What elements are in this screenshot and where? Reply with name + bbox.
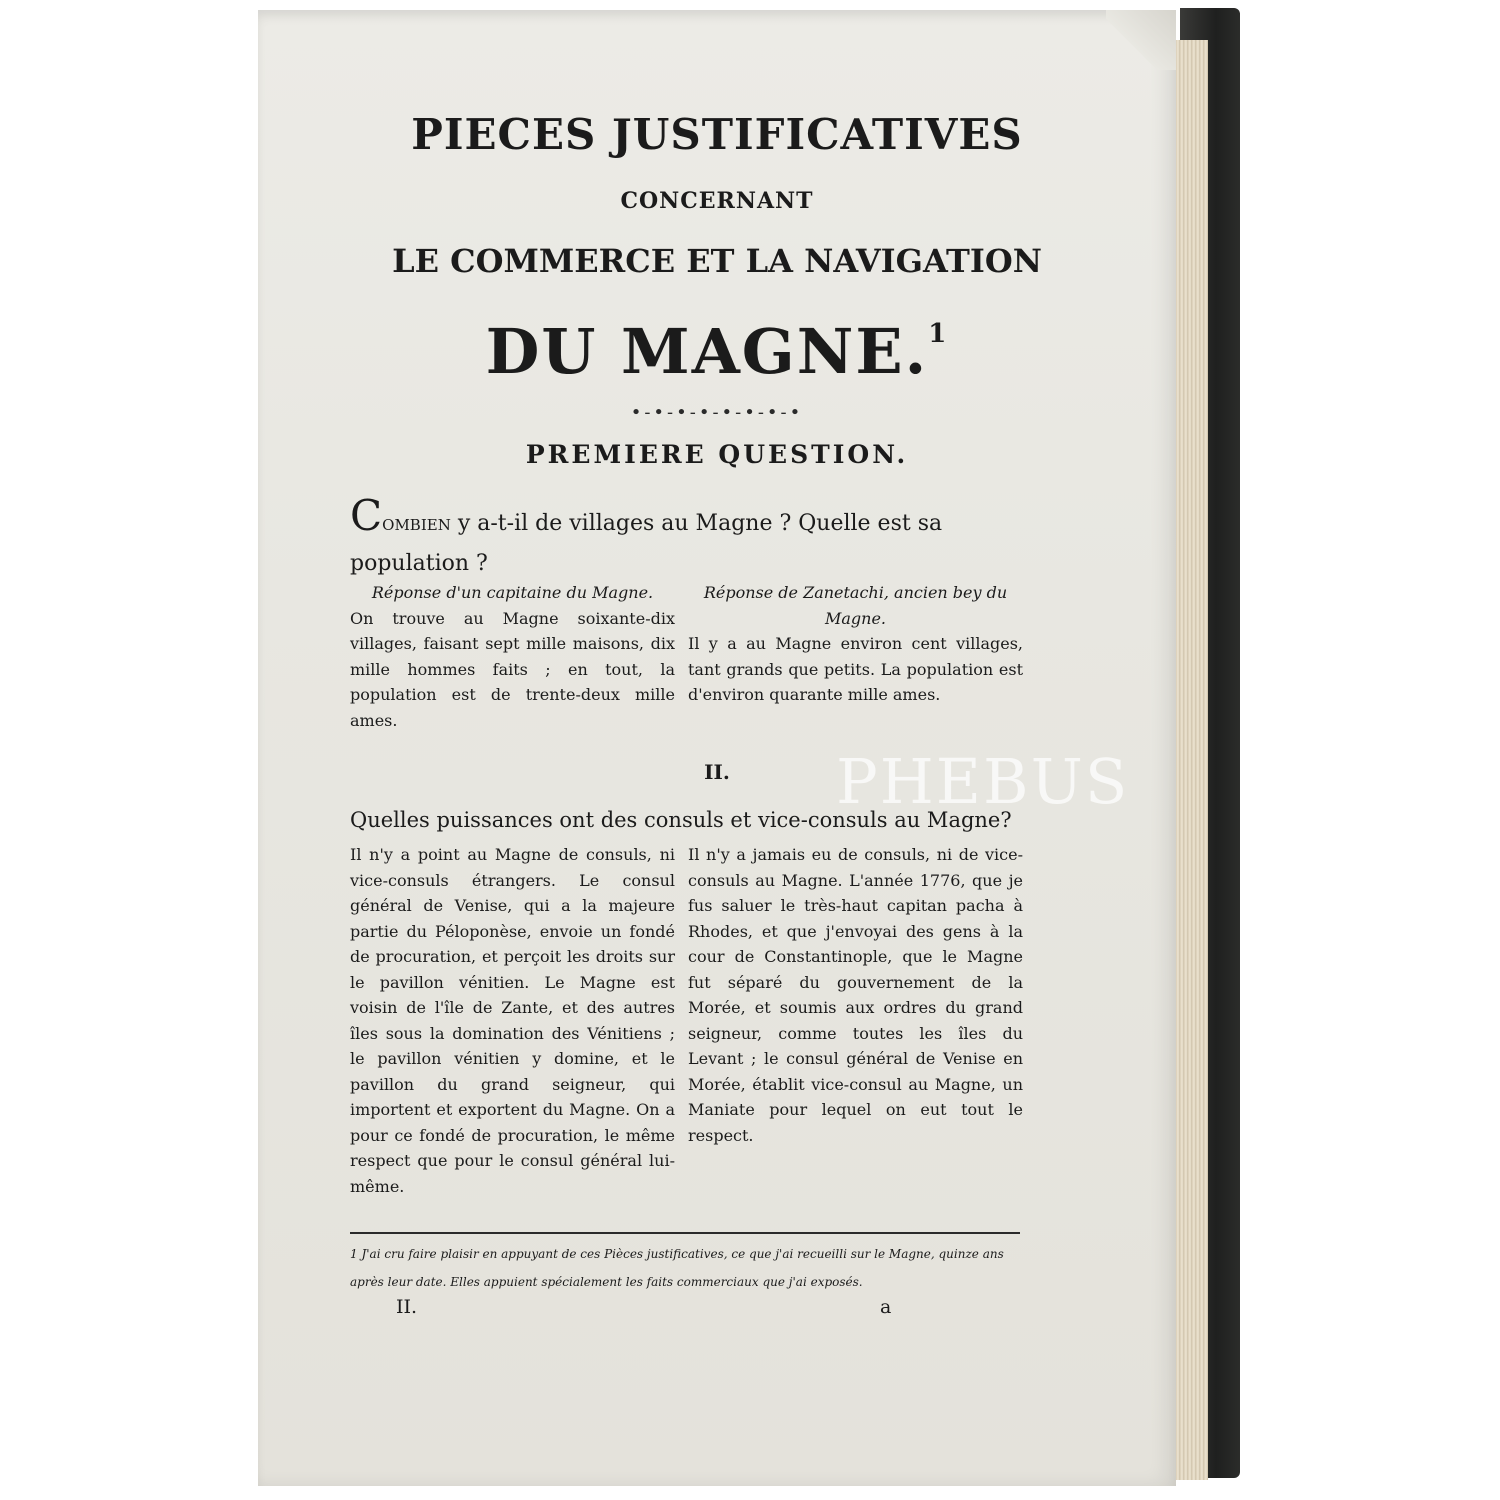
question-1-smallcaps: ombien xyxy=(382,511,451,536)
footnote: 1 J'ai cru faire plaisir en appuyant de ces Pièces justificatives, ce que j'ai recueilli sur le Magne, quinze ans après leur date. Elles appuient spécialement les faits commerciaux que j'ai exposés. xyxy=(350,1247,1004,1289)
title-line-2: CONCERNANT xyxy=(620,188,814,214)
answer-1-left-text: On trouve au Magne soixante-dix villages, faisant sept mille maisons, dix mille hommes faits ; en tout, la population est de trente-deux mille ames. xyxy=(350,608,675,730)
footnote-rule xyxy=(350,1232,1020,1234)
book-page xyxy=(258,10,1176,1486)
title-line-4 xyxy=(258,315,1176,388)
answer-1-right-text: Il y a au Magne environ cent villages, tant grands que petits. La population est d'environ quarante mille ames. xyxy=(688,634,1023,704)
section-number-2: II. xyxy=(704,760,730,784)
title-line-3: LE COMMERCE ET LA NAVIGATION xyxy=(392,242,1042,280)
title-main: DU MAGNE. xyxy=(485,315,929,388)
footnote-mark: 1 xyxy=(928,319,949,349)
signature-mark: II. xyxy=(396,1296,418,1318)
answer-2-left: Il n'y a point au Magne de consuls, ni vice-consuls étrangers. Le consul général de Venise, qui a la majeure partie du Péloponèse, envoie un fondé de procuration, et perçoit les droits sur le pavillon vénitien. Le Magne est voisin de l'île de Zante, et des autres îles sous la domination des Vénitiens ; le pavillon vénitien y domine, et le pavillon du grand seigneur, qui importent et exportent du Magne. On a pour ce fondé de procuration, le même respect que pour le consul général lui-même. xyxy=(350,845,675,1196)
answer-1-left-heading: Réponse d'un capitaine du Magne. xyxy=(371,583,654,602)
watermark: PHEBUS xyxy=(836,745,1130,818)
question-1 xyxy=(350,491,1030,584)
answer-1-left xyxy=(350,580,675,733)
ornament-divider: •-•-•-•-•-•-•-• xyxy=(630,402,804,423)
page-corner xyxy=(1106,10,1176,70)
answer-2-right: Il n'y a jamais eu de consuls, ni de vice-consuls au Magne. L'année 1776, que je fus saluer le très-haut capitan pacha à Rhodes, et que j'envoyai des gens à la cour de Constantinople, que le Magne fut séparé du gouvernement de la Morée, et soumis aux ordres du grand seigneur, comme toutes les îles du Levant ; le consul général de Venise en Morée, établit vice-consul au Magne, un Maniate pour lequel on eut tout le respect. xyxy=(688,845,1023,1145)
question-1-text: y a-t-il de villages au Magne ? Quelle est sa population ? xyxy=(350,511,943,576)
title-line-1: PIECES JUSTIFICATIVES xyxy=(411,110,1023,159)
section-heading-premiere-question: PREMIERE QUESTION. xyxy=(525,440,909,469)
answer-1-right xyxy=(688,580,1023,708)
dropcap: C xyxy=(350,491,383,540)
answer-1-right-heading: Réponse de Zanetachi, ancien bey du Magne. xyxy=(703,583,1008,628)
gathering-mark: a xyxy=(880,1296,892,1318)
question-2: Quelles puissances ont des consuls et vice-consuls au Magne? xyxy=(350,808,1012,832)
